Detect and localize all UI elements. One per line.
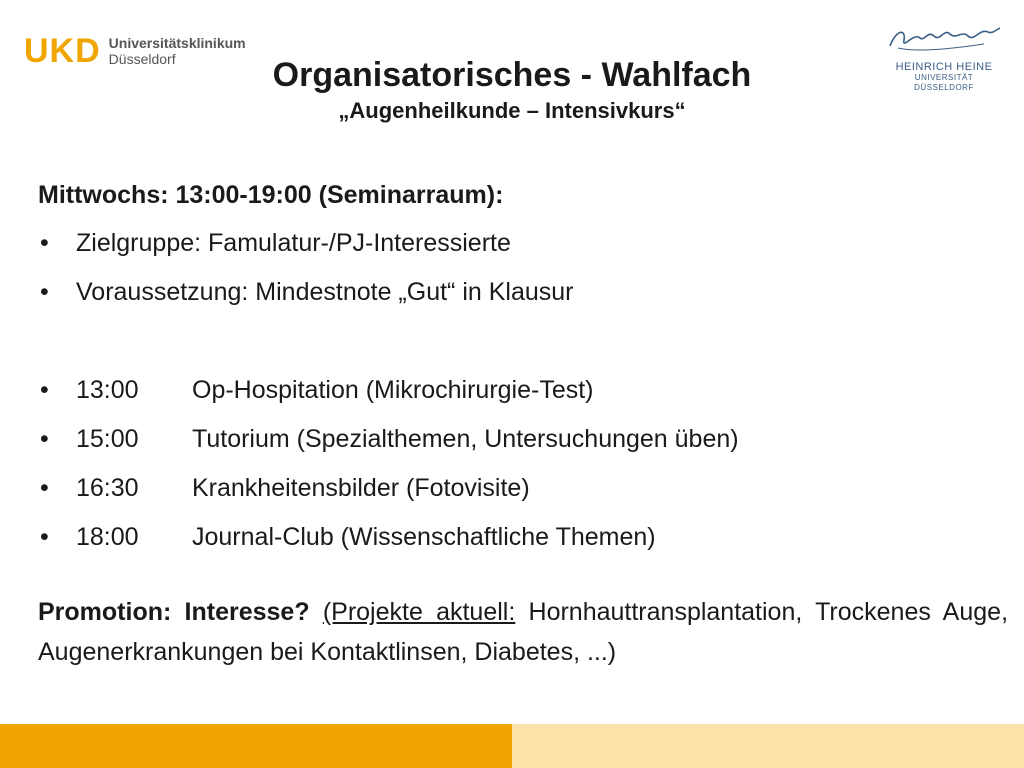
hhu-logo-line1: HEINRICH HEINE <box>895 61 993 73</box>
list-item-text: Voraussetzung: Mindestnote „Gut“ in Klausur <box>76 278 574 306</box>
list-item <box>38 277 1008 307</box>
schedule-item <box>38 375 1008 405</box>
info-list <box>38 228 1008 307</box>
list-item <box>38 228 1008 258</box>
schedule-text: Op-Hospitation (Mikrochirurgie-Test) <box>192 376 594 404</box>
projects-text: Hornhauttransplantation, Trockenes Auge, Augenerkrankungen bei Kontaktlinsen, Diabetes, ...) <box>38 598 1009 666</box>
schedule-text: Krankheitensbilder (Fotovisite) <box>192 474 530 502</box>
slide-content <box>38 180 1008 672</box>
schedule-time: 16:30 <box>76 474 139 502</box>
footer-bar-right <box>512 724 1024 768</box>
spacer <box>38 326 1008 375</box>
bullet-icon: • <box>40 278 49 306</box>
slide-title <box>0 56 1024 124</box>
schedule-heading: Mittwochs: 13:00-19:00 (Seminarraum): <box>38 181 504 209</box>
page-title: Organisatorisches - Wahlfach <box>272 56 752 94</box>
schedule-time: 18:00 <box>76 523 139 551</box>
bullet-icon: • <box>40 523 49 551</box>
ukd-logo-mark: UKD <box>24 32 101 70</box>
schedule-list <box>38 375 1008 552</box>
list-item-text: Zielgruppe: Famulatur-/PJ-Interessierte <box>76 229 511 257</box>
ukd-logo-line1: Universitätsklinikum <box>108 35 246 51</box>
hhu-logo-line2: UNIVERSITÄT DÜSSELDORF <box>914 73 974 92</box>
schedule-time: 15:00 <box>76 425 139 453</box>
ukd-logo-line2: Düsseldorf <box>108 51 176 67</box>
schedule-item <box>38 473 1008 503</box>
page-subtitle: „Augenheilkunde – Intensivkurs“ <box>338 98 686 123</box>
promotion-paragraph <box>38 592 1008 672</box>
schedule-time: 13:00 <box>76 376 139 404</box>
schedule-item <box>38 522 1008 552</box>
schedule-item <box>38 424 1008 454</box>
promotion-label: Promotion: <box>38 598 172 626</box>
footer-bar-left <box>0 724 512 768</box>
promotion-question: Interesse? <box>184 598 310 626</box>
bullet-icon: • <box>40 229 49 257</box>
projects-label: (Projekte aktuell: <box>322 598 516 626</box>
bullet-icon: • <box>40 425 49 453</box>
signature-icon <box>884 22 1004 56</box>
bullet-icon: • <box>40 376 49 404</box>
bullet-icon: • <box>40 474 49 502</box>
schedule-text: Journal-Club (Wissenschaftliche Themen) <box>192 523 656 551</box>
schedule-text: Tutorium (Spezialthemen, Untersuchungen üben) <box>192 425 739 453</box>
